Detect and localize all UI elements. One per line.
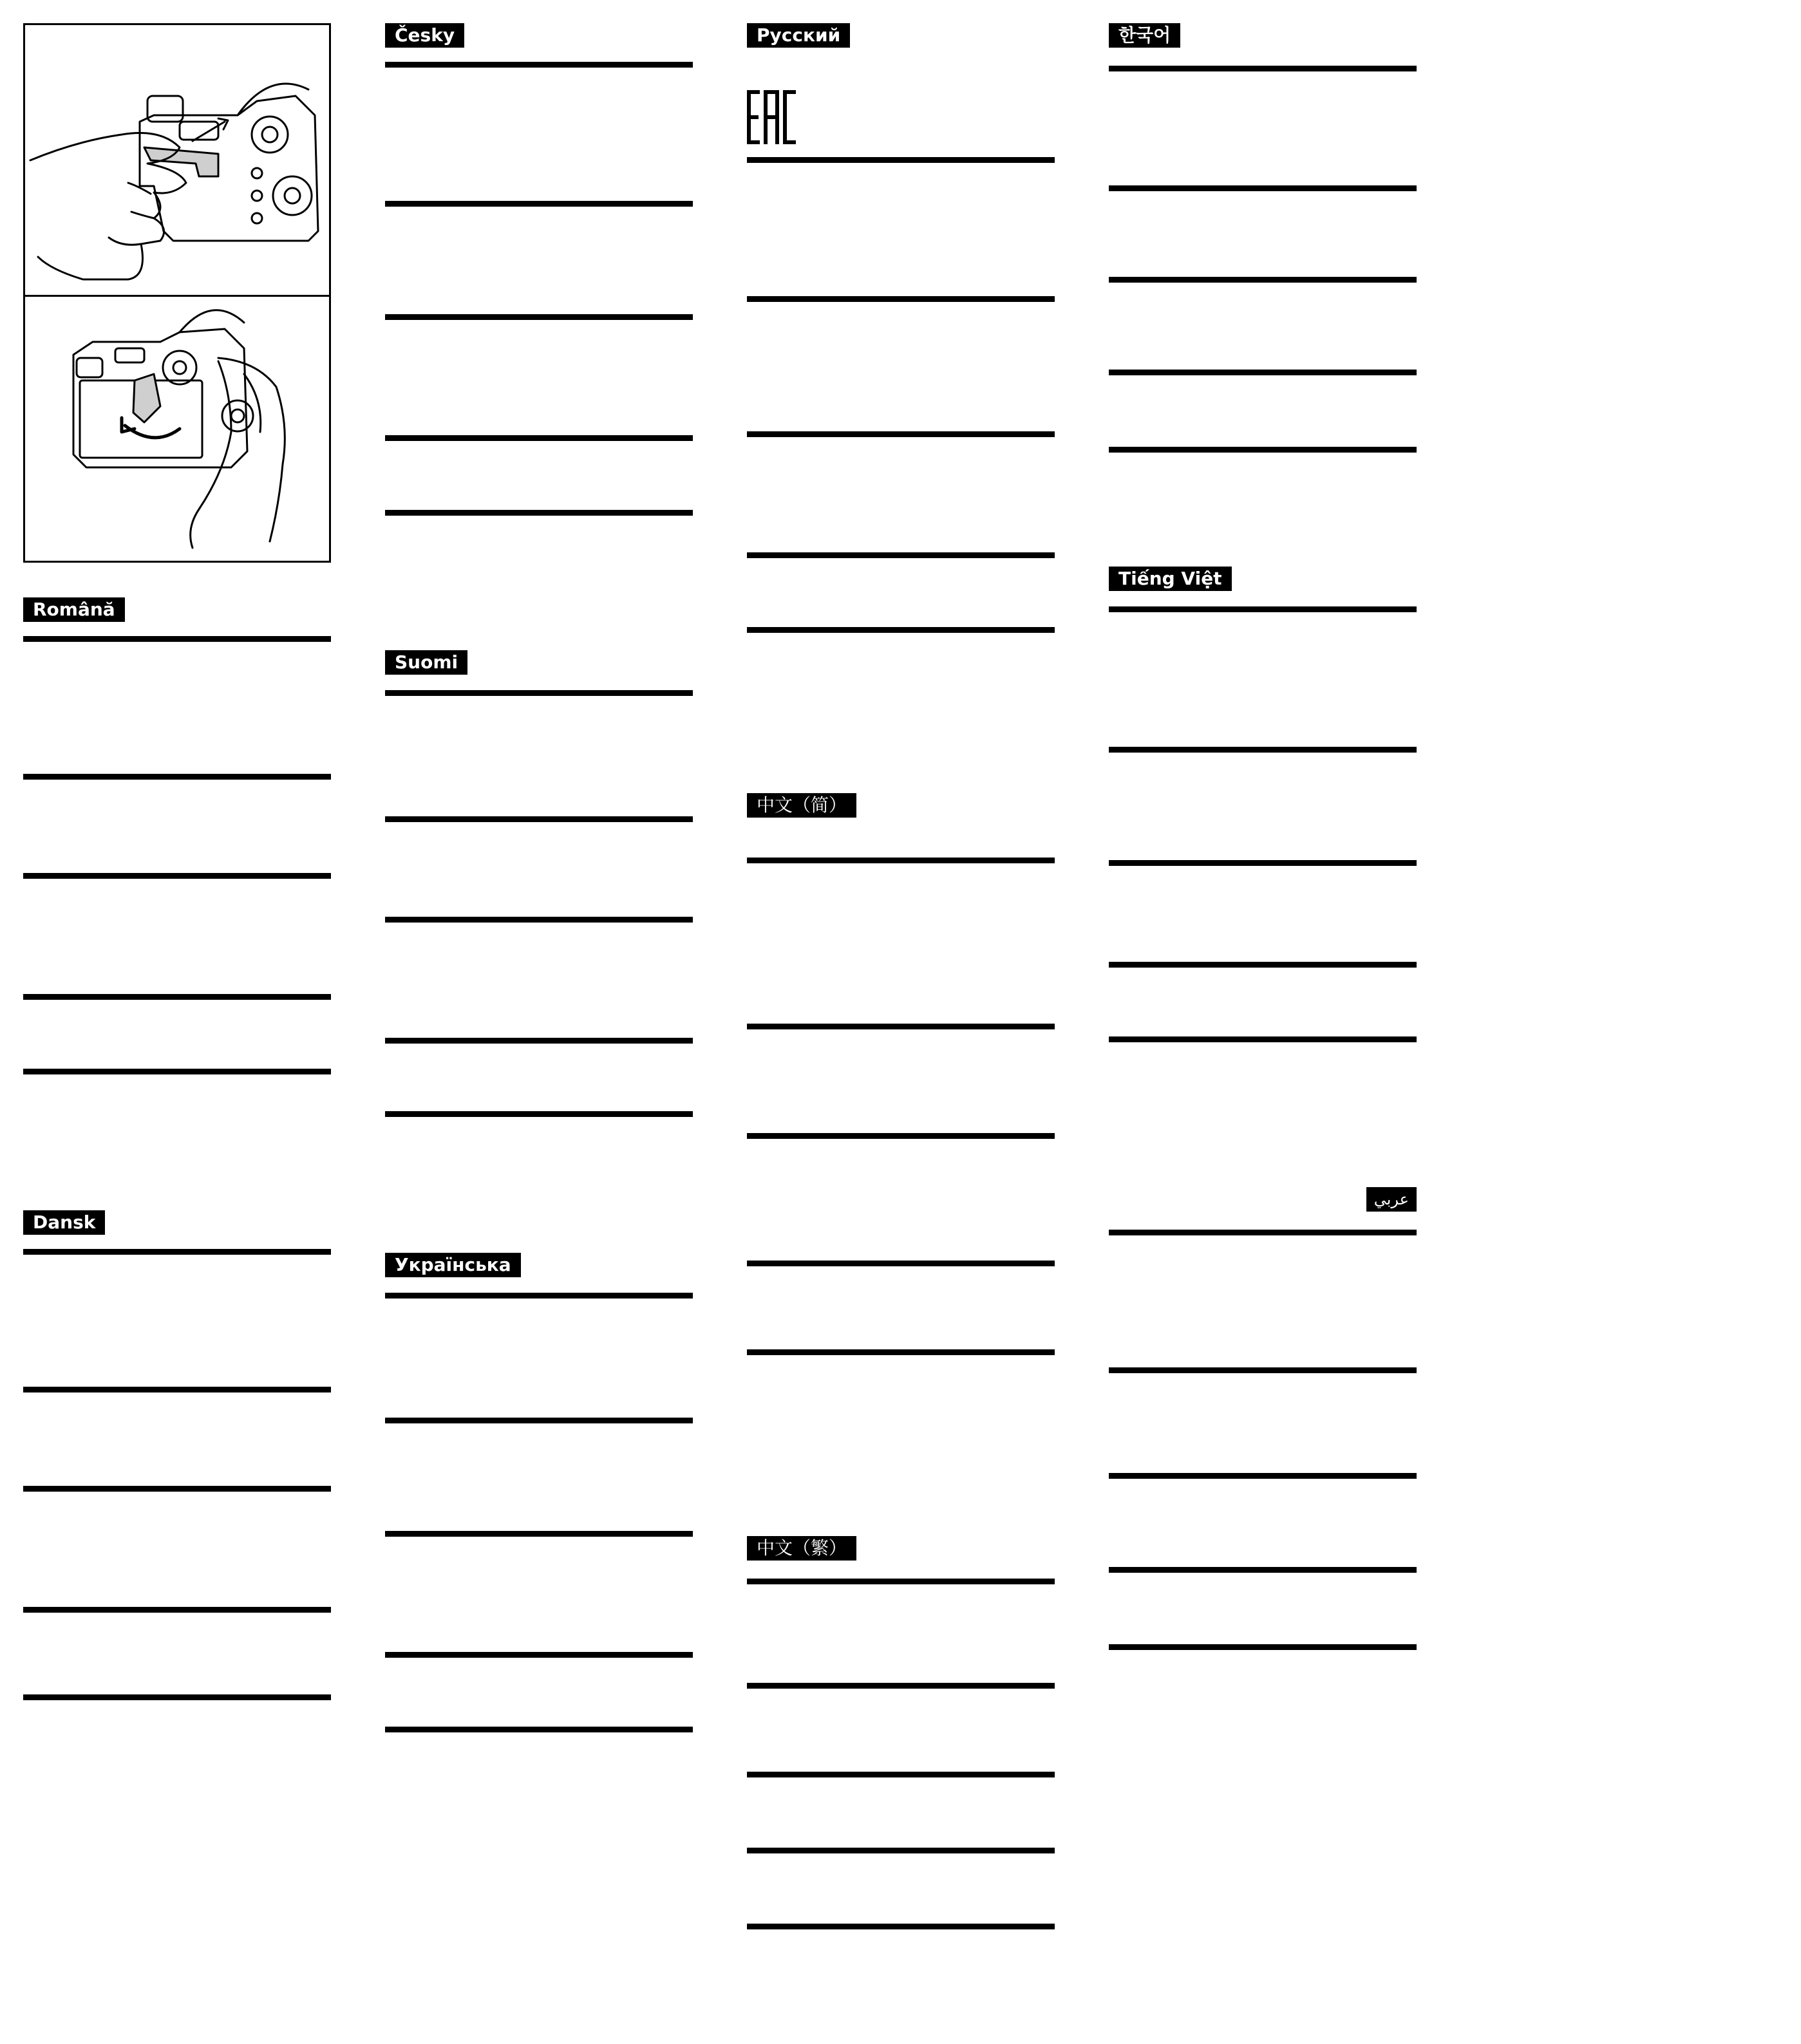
divider [23,1069,331,1074]
divider [23,1387,331,1392]
divider [385,917,693,923]
divider [1109,962,1417,968]
divider [23,994,331,1000]
section-label-zh-traditional: 中文（繁） [747,1536,856,1561]
divider [1109,1644,1417,1650]
divider [385,314,693,320]
divider [747,296,1055,302]
section-label-dansk: Dansk [23,1210,105,1235]
divider [747,552,1055,558]
camera-attach-grip-illustration [25,25,329,295]
divider [747,858,1055,863]
divider [1109,1230,1417,1235]
divider [1109,606,1417,612]
illustration-step-2 [23,295,331,563]
divider [1109,1473,1417,1479]
divider [385,62,693,68]
divider [23,1694,331,1700]
camera-rotate-lever-illustration [25,297,329,561]
divider [747,1133,1055,1139]
section-label-vietnamese: Tiếng Việt [1109,567,1232,591]
divider [1109,370,1417,375]
section-label-zh-simplified: 中文（简） [747,793,856,818]
divider [1109,277,1417,283]
divider [1109,860,1417,866]
section-label-romana: Română [23,597,125,622]
divider [747,1683,1055,1689]
eac-mark-icon [747,90,798,144]
divider [385,201,693,207]
divider [23,873,331,879]
section-label-arabic: عربي [1366,1187,1417,1212]
divider [23,636,331,642]
divider [1109,1036,1417,1042]
divider [23,1486,331,1492]
divider [1109,66,1417,71]
divider [23,774,331,780]
divider [747,1924,1055,1929]
divider [1109,185,1417,191]
section-label-cesky: Česky [385,23,464,48]
divider [747,1349,1055,1355]
divider [747,1261,1055,1266]
divider [1109,747,1417,753]
divider [385,1531,693,1537]
divider [385,1727,693,1732]
divider [385,1038,693,1044]
divider [385,1418,693,1423]
divider [385,1293,693,1299]
divider [1109,447,1417,453]
divider [1109,1367,1417,1373]
divider [385,435,693,441]
divider [747,627,1055,633]
section-label-russkiy: Русский [747,23,850,48]
divider [747,431,1055,437]
illustration-step-1 [23,23,331,297]
divider [385,510,693,516]
divider [385,690,693,696]
section-label-ukrainska: Українська [385,1253,521,1277]
divider [1109,1567,1417,1573]
divider [747,1848,1055,1853]
divider [747,157,1055,163]
divider [23,1607,331,1613]
divider [385,1652,693,1658]
divider [385,816,693,822]
divider [747,1579,1055,1584]
section-label-korean: 한국어 [1109,23,1180,48]
divider [747,1024,1055,1029]
section-label-suomi: Suomi [385,650,467,675]
divider [23,1249,331,1255]
divider [385,1111,693,1117]
divider [747,1772,1055,1777]
